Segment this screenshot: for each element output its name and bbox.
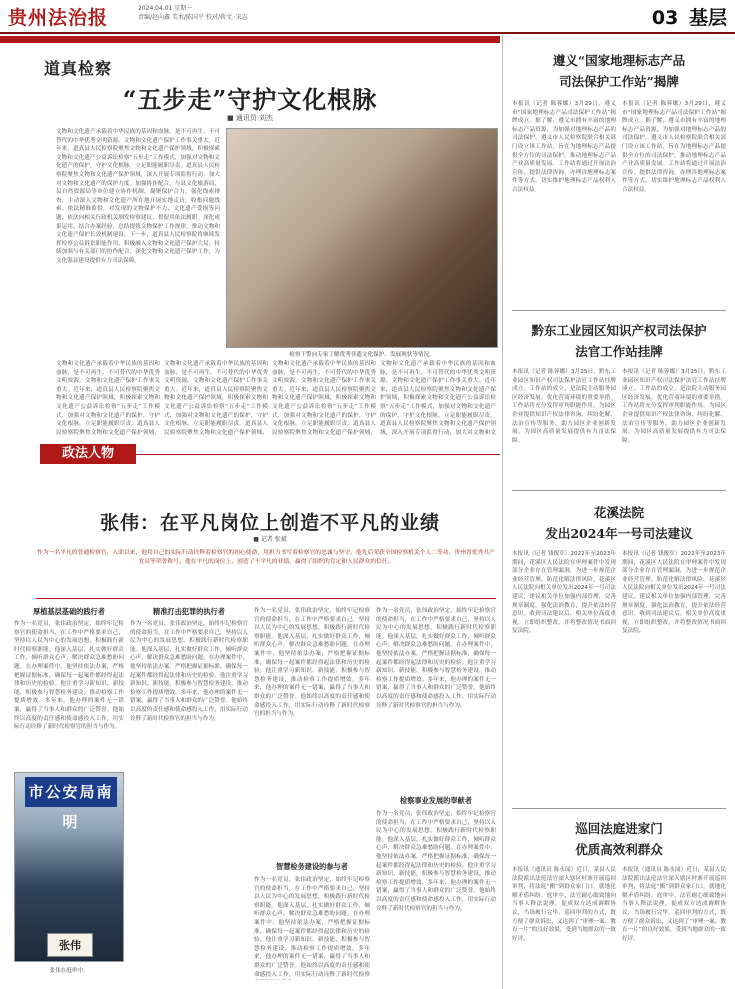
portrait-photo <box>14 772 124 962</box>
right-article-3-body-b: 本报讯（记者 钱俊军）2022年至2023年期间，花溪区人民法院在审理案件中发现部分企业存在管理漏洞，为进一步规范企业经营管理，防范化解法律风险，花溪区人民法院向相关单位发出2024年一号司法建议，建议相关单位加强内部管理，完善规章制度，强化法治教育，提升依法经营意识。收到司法建议后，相关单位高度重视，立即组织整改，并将整改情况书面回复法院。 <box>622 551 726 635</box>
right-article-3-title-line2: 发出2024年一号司法建议 <box>545 526 693 541</box>
section-bar <box>0 36 500 43</box>
issue-editors: 责编/赵向鑫 美术/陈国平 校对/蒋文 ·宋志 <box>138 14 248 21</box>
right-article-4-title-line1: 巡回法庭进家门 <box>575 821 663 836</box>
right-article-1-body-b: 本报讯（记者 陈蓉娜）3月29日，遵义市“国家地理标志产品司法保护工作站”揭牌成立。据了解，遵义市拥有丰富的地理标志产品资源，为加强对地理标志产品的司法保护，遵义市人民检察院联合相关部门设立该工作站，旨在为地理标志产品提供全方位的司法保护，推动地理标志产品产业高质量发展。工作站将通过开展法治宣传、提供法律咨询、办理涉地理标志案件等方式，切实维护地理标志产品权利人合法权益。 <box>622 101 726 193</box>
politics-body-col4b: 作为一名党员，张伟政治坚定，始终牢记检察官的使命担当，在工作中严格要求自己，坚持以人民为中心的发展思想，积极践行新时代检察职能。他深入基层，扎实做好群众工作，倾听群众心声，解决群众急难愁盼问题。在办理案件中，他坚持依法办案，严格把握证据标准，确保每一起案件都经得起法律和历史的检验。他注重学习新知识、新技能，积极参与智慧检务建设，推动检察工作提质增效。多年来，他办理的案件无一错案，赢得了当事人和群众的广泛赞誉。他始终以高度的责任感和使命感投入工作，用实际行动诠释了新时代检察官的担当与作为。 <box>376 811 496 912</box>
right-divider-3 <box>512 808 726 809</box>
issue-meta <box>138 4 248 22</box>
feature-body-col3: 文物和文化遗产承载着中华民族的基因和血脉，是不可再生、不可替代的中华优秀文明资源。文物和文化遗产保护工作事关重大。近年来，道真县人民检察院聚焦文物和文化遗产保护领域，积极探索文物和文化遗产公益诉讼检察“五步走”工作模式，加强对文物和文化遗产的保护，守护文化根脉。立足职能履职尽责。道真县人民检察院聚焦文物和文化遗产保护领域， <box>272 361 376 436</box>
feature-title: “五步走”守护文化根脉 <box>122 85 378 114</box>
politics-body-col2: 作为一名党员，张伟政治坚定，始终牢记检察官的使命担当，在工作中严格要求自己，坚持以人民为中心的发展思想，积极践行新时代检察职能。他深入基层，扎实做好群众工作，倾听群众心声，解决群众急难愁盼问题。在办理案件中，他坚持依法办案，严格把握证据标准，确保每一起案件都经得起法律和历史的检验。他注重学习新知识、新技能，积极参与智慧检务建设，推动检察工作提质增效。多年来，他办理的案件无一错案，赢得了当事人和群众的广泛赞誉。他始终以高度的责任感和使命感投入工作，用实际行动诠释了新时代检察官的担当与作为。 <box>130 621 248 722</box>
right-article-3-title <box>512 502 726 544</box>
politics-body-col1: 作为一名党员，张伟政治坚定，始终牢记检察官的使命担当，在工作中严格要求自己，坚持以人民为中心的发展思想，积极践行新时代检察职能。他深入基层，扎实做好群众工作，倾听群众心声，解决群众急难愁盼问题。在办理案件中，他坚持依法办案，严格把握证据标准，确保每一起案件都经得起法律和历史的检验。他注重学习新知识、新技能，积极参与智慧检务建设，推动检察工作提质增效。多年来，他办理的案件无一错案，赢得了当事人和群众的广泛赞誉。他始终以高度的责任感和使命感投入工作，用实际行动诠释了新时代检察官的担当与作为。 <box>14 621 124 731</box>
right-divider-1 <box>512 310 726 311</box>
right-article-2-title-line2: 法官工作站挂牌 <box>575 344 663 359</box>
right-article-4-title <box>512 818 726 860</box>
right-article-1-title-line2: 司法保护工作站”揭牌 <box>559 74 679 89</box>
photo-nameplate: 张伟 <box>47 933 93 957</box>
right-article-2-title <box>512 320 726 362</box>
right-article-2-body-a: 本报讯（记者 陈蓉娜）3月25日，黔东工业园区知识产权司法保护法官工作站挂牌成立。工作站的成立，是法院主动服务园区经济发展、优化营商环境的重要举措。工作站将充分发挥审判职能作用，为园区企业提供知识产权法律咨询、纠纷化解、法治宣传等服务，助力园区企业创新发展，为园区高质量发展提供有力司法保障。 <box>512 369 616 444</box>
right-article-4-body-a: 本报讯（通讯员 陈永闻）近日，某县人民法院派出法庭法官深入辖区村寨开展巡回审判，将法庭“搬”到群众家门口，就地化解矛盾纠纷。庭审中，法官耐心细致地向当事人释法说理，促成双方达成调解协议，当场履行完毕。巡回审判的方式，既方便了群众诉讼，又达到了“审理一案、教育一片”的良好效果，受到当地群众的一致好评。 <box>512 867 616 942</box>
politics-body-col4: 作为一名党员，张伟政治坚定，始终牢记检察官的使命担当，在工作中严格要求自己，坚持以人民为中心的发展思想，积极践行新时代检察职能。他深入基层，扎实做好群众工作，倾听群众心声，解决群众急难愁盼问题。在办理案件中，他坚持依法办案，严格把握证据标准，确保每一起案件都经得起法律和历史的检验。他注重学习新知识、新技能，积极参与智慧检务建设，推动检察工作提质增效。多年来，他办理的案件无一错案，赢得了当事人和群众的广泛赞誉。他始终以高度的责任感和使命感投入工作，用实际行动诠释了新时代检察官的担当与作为。 <box>376 608 496 709</box>
feature-body-col1: 文物和文化遗产承载着中华民族的基因和血脉，是不可再生、不可替代的中华优秀文明资源。文物和文化遗产保护工作事关重大。近年来，道真县人民检察院聚焦文物和文化遗产保护领域，积极探索文物和文化遗产公益诉讼检察“五步走”工作模式，加强对文物和文化遗产的保护，守护文化根脉。立足职能履职尽责。道真县人民检察院聚焦文物和文化遗产保护领域， <box>56 361 160 436</box>
newspaper-logo: 贵州法治报 <box>8 7 109 29</box>
photo-sign: 市公安局南明 <box>25 777 117 807</box>
feature-photo-caption: 检察干警向专家了解优秀非遗文化保护、发展现状等情况。 <box>289 352 435 358</box>
right-article-4-title-line2: 优质高效利群众 <box>575 842 663 857</box>
page-number-value: 03 <box>651 7 679 29</box>
feature-body-col2: 文物和文化遗产承载着中华民族的基因和血脉，是不可再生、不可替代的中华优秀文明资源。文物和文化遗产保护工作事关重大。近年来，道真县人民检察院聚焦文物和文化遗产保护领域，积极探索文物和文化遗产公益诉讼检察“五步走”工作模式，加强对文物和文化遗产的保护，守护文化根脉。立足职能履职尽责。道真县人民检察院聚焦文物和文化遗产保护领域， <box>164 361 268 436</box>
portrait-caption: 张伟在庭审中。 <box>49 968 89 974</box>
right-article-1-body-a: 本报讯（记者 陈蓉娜）3月29日，遵义市“国家地理标志产品司法保护工作站”揭牌成立。据了解，遵义市拥有丰富的地理标志产品资源，为加强对地理标志产品的司法保护，遵义市人民检察院联合相关部门设立该工作站，旨在为地理标志产品提供全方位的司法保护，推动地理标志产品产业高质量发展。工作站将通过开展法治宣传、提供法律咨询、办理涉地理标志案件等方式，切实维护地理标志产品权利人合法权益。 <box>512 101 616 193</box>
right-article-3-title-line1: 花溪法院 <box>593 505 644 520</box>
politics-body-col3b: 作为一名党员，张伟政治坚定，始终牢记检察官的使命担当，在工作中严格要求自己，坚持以人民为中心的发展思想，积极践行新时代检察职能。他深入基层，扎实做好群众工作，倾听群众心声，解决群众急难愁盼问题。在办理案件中，他坚持依法办案，严格把握证据标准，确保每一起案件都经得起法律和历史的检验。他注重学习新知识、新技能，积极参与智慧检务建设，推动检察工作提质增效。多年来，他办理的案件无一错案，赢得了当事人和群众的广泛赞誉。他始终以高度的责任感和使命感投入工作，用实际行动诠释了新时代检察 <box>254 877 370 978</box>
summary-rule <box>36 598 496 599</box>
issue-date: 2024.04.01 星期一 <box>138 5 193 12</box>
right-article-1-title <box>512 50 726 92</box>
section-tag: 政法人物 <box>40 444 136 464</box>
right-article-4-body-b: 本报讯（通讯员 陈永闻）近日，某县人民法院派出法庭法官深入辖区村寨开展巡回审判，将法庭“搬”到群众家门口，就地化解矛盾纠纷。庭审中，法官耐心细致地向当事人释法说理，促成双方达成调解协议，当场履行完毕。巡回审判的方式，既方便了群众诉讼，又达到了“审理一案、教育一片”的良好效果，受到当地群众的一致好评。 <box>622 867 726 942</box>
politics-summary: 作为一名平凡的普通检察官，入职以来，他用自己的实际行动诠释着检察官的初心使命，用担当书写着检察官的忠诚与坚守。他先后荣获全国检察机关个人二等功、贵州省优秀共产党员等荣誉称号。他在平凡的岗位上，创造了不平凡的业绩，赢得了组织的肯定和人民群众的信任。 <box>37 550 495 565</box>
right-article-2-body-b: 本报讯（记者 陈蓉娜）3月25日，黔东工业园区知识产权司法保护法官工作站挂牌成立。工作站的成立，是法院主动服务园区经济发展、优化营商环境的重要举措。工作站将充分发挥审判职能作用，为园区企业提供知识产权法律咨询、纠纷化解、法治宣传等服务，助力园区企业创新发展，为园区高质量发展提供有力司法保障。 <box>622 369 726 444</box>
politics-byline: ■ 记者 张斌 <box>253 536 287 543</box>
column-heading: 道真检察 <box>44 59 113 78</box>
subhead-4: 检察事业发展的奉献者 <box>400 796 472 805</box>
feature-body-col4: 文物和文化遗产承载着中华民族的基因和血脉，是不可再生、不可替代的中华优秀文明资源。文物和文化遗产保护工作事关重大。近年来，道真县人民检察院聚焦文物和文化遗产保护领域，积极探索文物和文化遗产公益诉讼检察“五步走”工作模式，加强对文物和文化遗产的保护，守护文化根脉。立足职能履职尽责。道真县人民检察院聚焦文物和文化遗产保护领域，深入开展专项监督行动，加大对文物和文 <box>380 361 496 436</box>
masthead <box>0 0 735 34</box>
feature-body-left: 文物和文化遗产承载着中华民族的基因和血脉，是不可再生、不可替代的中华优秀文明资源。文物和文化遗产保护工作事关重大。近年来，道真县人民检察院聚焦文物和文化遗产保护领域，积极探索文物和文化遗产公益诉讼检察“五步走”工作模式，加强对文物和文化遗产的保护，守护文化根脉。立足职能履职尽责。道真县人民检察院聚焦文物和文化遗产保护领域，深入开展专项监督行动，加大对文物和文化遗产的保护力度。加强协作配合，与县文化旅游局、县自然资源局等单位建立协作机制，凝聚保护合力。强化线索排查，主动深入文物和文化遗产所在地开展实地走访，收集问题线索。依法精准监督，对发现的文物保护不力、文化遗产受损等问题，依法向相关行政机关制发检察建议，督促其依法履职。深化成果运用，结合办案经验，总结提炼文物保护工作规律，推动文物和文化遗产保护长效机制建设。下一步，道真县人民检察院将继续发挥检察公益诉讼职能作用，积极融入文物和文化遗产保护大局，持续加强与有关部门的协作配合，深化文物和文化遗产保护工作，为文化强县建设提供有力司法保障。 <box>56 129 220 264</box>
right-article-3-body-a: 本报讯（记者 钱俊军）2022年至2023年期间，花溪区人民法院在审理案件中发现部分企业存在管理漏洞，为进一步规范企业经营管理，防范化解法律风险，花溪区人民法院向相关单位发出2024年一号司法建议，建议相关单位加强内部管理，完善规章制度，强化法治教育，提升依法经营意识。收到司法建议后，相关单位高度重视，立即组织整改，并将整改情况书面回复法院。 <box>512 551 616 635</box>
column-separator <box>502 36 503 989</box>
politics-title: 张伟：在平凡岗位上创造不平凡的业绩 <box>99 512 440 534</box>
right-divider-2 <box>512 490 726 491</box>
section-tag-rule <box>136 454 500 455</box>
feature-photo <box>226 128 498 348</box>
feature-byline: ■ 通讯员 刘杰 <box>226 114 274 122</box>
right-article-1-title-line1: 遵义“国家地理标志产品 <box>552 53 686 68</box>
section-name: 基层 <box>688 7 727 29</box>
page-number <box>652 3 727 30</box>
subhead-2: 精准打击犯罪的执行者 <box>153 607 225 616</box>
subhead-1: 厚植基层基础的践行者 <box>33 607 105 616</box>
right-article-2-title-line1: 黔东工业园区知识产权司法保护 <box>531 323 707 338</box>
politics-body-col3: 作为一名党员，张伟政治坚定，始终牢记检察官的使命担当，在工作中严格要求自己，坚持以人民为中心的发展思想，积极践行新时代检察职能。他深入基层，扎实做好群众工作，倾听群众心声，解决群众急难愁盼问题。在办理案件中，他坚持依法办案，严格把握证据标准，确保每一起案件都经得起法律和历史的检验。他注重学习新知识、新技能，积极参与智慧检务建设，推动检察工作提质增效。多年来，他办理的案件无一错案，赢得了当事人和群众的广泛赞誉。他始终以高度的责任感和使命感投入工作，用实际行动诠释了新时代检察官的担当与作为。 <box>254 608 370 718</box>
subhead-3: 智慧检务建设的参与者 <box>276 862 348 871</box>
